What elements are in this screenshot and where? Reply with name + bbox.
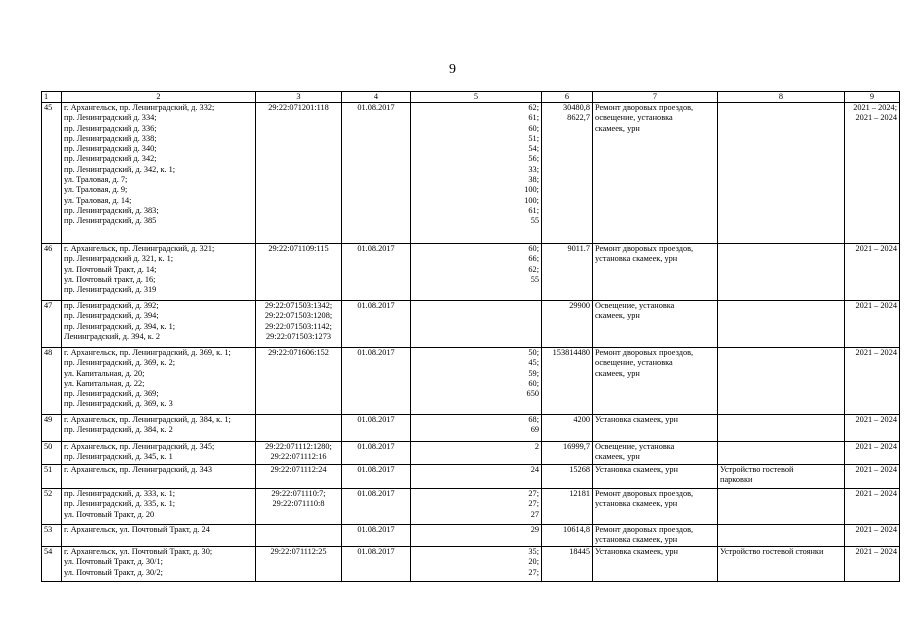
cadastral-number-cell xyxy=(256,547,342,582)
cell-line: 29:22:071112:1280; xyxy=(265,442,332,451)
works-cell xyxy=(593,348,718,415)
additional-works-cell xyxy=(718,415,845,442)
cell-line: 29:22:071112:24 xyxy=(270,465,327,474)
percent-cell xyxy=(411,103,542,244)
cell-line: 2021 – 2024; xyxy=(853,103,897,112)
period-cell xyxy=(845,442,900,465)
cadastral-number-cell xyxy=(256,415,342,442)
cell-line: ул. Капитальная, д. 22; xyxy=(64,378,145,388)
address-cell xyxy=(62,244,256,301)
cell-line: 29:22:071503:1142; xyxy=(265,321,332,331)
cell-line: скамеек, урн xyxy=(595,311,640,321)
row-number: 49 xyxy=(42,415,62,442)
cell-line: ул. Траловая, д. 9; xyxy=(64,185,128,195)
works-cell xyxy=(593,301,718,348)
cell-line: пр. Ленинградский, д. 383; xyxy=(64,205,159,215)
percent-cell xyxy=(411,348,542,415)
cell-line: 24 xyxy=(530,465,539,474)
cell-line: 18445 xyxy=(569,547,590,556)
cell-line: Устройство гостевой стоянки xyxy=(720,547,824,556)
cell-line: ул. Почтовый Тракт, д. 30/2; xyxy=(64,567,163,577)
cell-line: 27; xyxy=(528,499,539,509)
header-cell: 1 xyxy=(42,92,62,103)
cell-line: освещение, установка xyxy=(595,358,673,368)
works-cell xyxy=(593,415,718,442)
cell-line: 29:22:071110:8 xyxy=(272,499,325,509)
cell-line: пр. Ленинградский д. 334; xyxy=(64,113,157,123)
amount-cell xyxy=(542,525,593,547)
date-cell: 01.08.2017 xyxy=(342,415,411,442)
cell-line: пр. Ленинградский д. 321, к. 1; xyxy=(64,254,174,264)
cell-line: ул. Почтовый Тракт, д. 14; xyxy=(64,264,157,274)
cell-line: 35; xyxy=(528,547,539,556)
cell-line: 2 xyxy=(534,442,539,451)
cell-line: г. Архангельск, ул. Почтовый Тракт, д. 24 xyxy=(64,525,210,534)
table-row xyxy=(42,348,900,415)
cell-line: г. Архангельск, пр. Ленинградский, д. 343 xyxy=(64,465,213,474)
works-cell xyxy=(593,525,718,547)
cell-line: Установка скамеек, урн xyxy=(595,415,678,424)
cadastral-number-cell xyxy=(256,301,342,348)
cell-line: ул. Почтовый Тракт, д. 20 xyxy=(64,509,155,519)
amount-cell xyxy=(542,244,593,301)
cell-line: 62; xyxy=(528,103,539,112)
cell-line: 9011.7 xyxy=(567,244,590,253)
period-cell xyxy=(845,103,900,244)
cell-line: Ремонт дворовых проездов, xyxy=(595,103,694,112)
date-cell: 01.08.2017 xyxy=(342,301,411,348)
period-cell xyxy=(845,489,900,525)
row-number: 50 xyxy=(42,442,62,465)
cell-line: 15268 xyxy=(569,465,590,474)
date-cell: 01.08.2017 xyxy=(342,489,411,525)
header-cell: 4 xyxy=(342,92,411,103)
percent-cell xyxy=(411,301,542,348)
additional-works-cell xyxy=(718,442,845,465)
table-row xyxy=(42,525,900,547)
cell-line: пр. Ленинградский, д. 394, к. 1; xyxy=(64,321,176,331)
cell-line: Освещение, установка xyxy=(595,442,675,451)
cell-line: г. Архангельск, пр. Ленинградский, д. 332; xyxy=(64,103,215,112)
cell-line: освещение, установка xyxy=(595,113,673,123)
works-cell xyxy=(593,547,718,582)
cell-line: скамеек, урн xyxy=(595,123,640,133)
cell-line: Освещение, установка xyxy=(595,301,675,310)
cell-line: пр. Ленинградский, д. 319 xyxy=(64,285,157,295)
additional-works-cell xyxy=(718,465,845,489)
cell-line: ул. Почтовый тракт, д. 16; xyxy=(64,274,156,284)
cell-line: 2021 – 2024 xyxy=(855,525,897,534)
cell-line: пр. Ленинградский, д. 342, к. 1; xyxy=(64,164,176,174)
cell-line: ул. Капитальная, д. 20; xyxy=(64,368,145,378)
cadastral-number-cell xyxy=(256,442,342,465)
row-number: 45 xyxy=(42,103,62,244)
cell-line: 27; xyxy=(528,489,539,498)
table-row xyxy=(42,489,900,525)
row-number: 47 xyxy=(42,301,62,348)
cell-line: 27; xyxy=(528,567,539,577)
date-cell: 01.08.2017 xyxy=(342,244,411,301)
cell-line: Ремонт дворовых проездов, xyxy=(595,244,694,253)
amount-cell xyxy=(542,415,593,442)
cell-line: 29:22:071503:1342; xyxy=(264,301,333,310)
cell-line: установка скамеек, урн xyxy=(595,254,678,264)
cell-line: пр. Ленинградский, д. 333, к. 1; xyxy=(64,489,176,498)
header-cell: 9 xyxy=(845,92,900,103)
cell-line: скамеек, урн xyxy=(595,368,640,378)
period-cell xyxy=(845,547,900,582)
cell-line: 4200 xyxy=(573,415,590,424)
cadastral-number-cell xyxy=(256,465,342,489)
cadastral-number-cell xyxy=(256,525,342,547)
cell-line: пр. Ленинградский д. 342; xyxy=(64,154,157,164)
cell-line: установка скамеек, урн xyxy=(595,535,678,545)
address-cell xyxy=(62,547,256,582)
cell-line: г. Архангельск, пр. Ленинградский, д. 345; xyxy=(64,442,215,451)
cadastral-number-cell xyxy=(256,348,342,415)
header-cell: 8 xyxy=(718,92,845,103)
amount-cell xyxy=(542,489,593,525)
cell-line: 29:22:071109:115 xyxy=(268,244,329,253)
cell-line: 56; xyxy=(528,154,539,164)
address-cell xyxy=(62,525,256,547)
period-cell xyxy=(845,348,900,415)
cell-line: пр. Ленинградский, д. 384, к. 2 xyxy=(64,425,173,435)
additional-works-cell xyxy=(718,489,845,525)
percent-cell xyxy=(411,525,542,547)
period-cell xyxy=(845,301,900,348)
amount-cell xyxy=(542,301,593,348)
row-number: 52 xyxy=(42,489,62,525)
address-cell xyxy=(62,103,256,244)
table-row xyxy=(42,547,900,582)
cell-line: 29:22:071112:16 xyxy=(270,452,327,462)
cell-line: 2021 – 2024 xyxy=(855,348,897,357)
amount-cell xyxy=(542,547,593,582)
percent-cell xyxy=(411,442,542,465)
cell-line: Ремонт дворовых проездов, xyxy=(595,489,694,498)
cell-line: пр. Ленинградский д. 336; xyxy=(64,123,157,133)
cell-line: пр. Ленинградский, д. 369, к. 2; xyxy=(64,358,176,368)
cell-line: 33; xyxy=(528,164,539,174)
row-number: 51 xyxy=(42,465,62,489)
cell-line: 2021 – 2024 xyxy=(855,489,897,498)
header-row xyxy=(42,92,900,103)
cell-line: Ленинградский, д. 394, к. 2 xyxy=(64,331,161,341)
cell-line: 2021 – 2024 xyxy=(855,465,897,474)
cell-line: пр. Ленинградский, д. 345, к. 1 xyxy=(64,452,173,462)
date-cell: 01.08.2017 xyxy=(342,442,411,465)
table-row xyxy=(42,415,900,442)
address-cell xyxy=(62,489,256,525)
cell-line: ул. Траловая, д. 14; xyxy=(64,195,132,205)
cell-line: 153814480 xyxy=(552,348,590,357)
cell-line: 100; xyxy=(524,185,539,195)
cell-line: 20; xyxy=(528,557,539,567)
data-table xyxy=(41,91,900,582)
period-cell xyxy=(845,465,900,489)
cell-line: Ремонт дворовых проездов, xyxy=(595,348,694,357)
cell-line: 30480,8 xyxy=(563,103,590,112)
header-cell: 5 xyxy=(411,92,542,103)
cadastral-number-cell xyxy=(256,103,342,244)
cell-line: 54; xyxy=(528,144,539,154)
additional-works-cell xyxy=(718,244,845,301)
row-number: 54 xyxy=(42,547,62,582)
cell-line: 12181 xyxy=(569,489,590,498)
works-cell xyxy=(593,465,718,489)
table-row xyxy=(42,103,900,244)
cell-line: 38; xyxy=(528,175,539,185)
cell-line: 29:22:071503:1208; xyxy=(264,311,333,321)
cell-line: 68; xyxy=(528,415,539,424)
cell-line: 29:22:071112:25 xyxy=(270,547,327,556)
row-number: 46 xyxy=(42,244,62,301)
cell-line: Устройство гостевой xyxy=(720,465,794,474)
cell-line: 60; xyxy=(528,378,539,388)
table-row xyxy=(42,301,900,348)
percent-cell xyxy=(411,547,542,582)
page-number: 9 xyxy=(449,62,456,77)
percent-cell xyxy=(411,465,542,489)
address-cell xyxy=(62,301,256,348)
table-row xyxy=(42,244,900,301)
period-cell xyxy=(845,244,900,301)
cell-line: 29900 xyxy=(569,301,590,310)
cell-line: 60; xyxy=(528,244,539,253)
cadastral-number-cell xyxy=(256,244,342,301)
cell-line: 45; xyxy=(528,358,539,368)
cell-line: г. Архангельск, пр. Ленинградский, д. 384, к. 1; xyxy=(64,415,231,424)
date-cell: 01.08.2017 xyxy=(342,348,411,415)
cell-line: 66; xyxy=(528,254,539,264)
additional-works-cell xyxy=(718,301,845,348)
cell-line: Ремонт дворовых проездов, xyxy=(595,525,694,534)
cell-line: 29:22:071606:152 xyxy=(268,348,329,357)
cell-line: ул. Траловая, д. 7; xyxy=(64,175,128,185)
cell-line: установка скамеек, урн xyxy=(595,499,678,509)
period-cell xyxy=(845,415,900,442)
additional-works-cell xyxy=(718,103,845,244)
cell-line: пр. Ленинградский, д. 369, к. 3 xyxy=(64,399,173,409)
address-cell xyxy=(62,465,256,489)
works-cell xyxy=(593,442,718,465)
cell-line: г. Архангельск, ул. Почтовый Тракт, д. 30; xyxy=(64,547,213,556)
header-cell: 7 xyxy=(593,92,718,103)
cell-line: 55 xyxy=(530,274,539,284)
cell-line: 100; xyxy=(524,195,539,205)
cell-line: пр. Ленинградский, д. 369; xyxy=(64,389,159,399)
cell-line: 8622,7 xyxy=(567,113,590,123)
cadastral-number-cell xyxy=(256,489,342,525)
cell-line: 29 xyxy=(530,525,539,534)
percent-cell xyxy=(411,415,542,442)
date-cell: 01.08.2017 xyxy=(342,525,411,547)
amount-cell xyxy=(542,348,593,415)
percent-cell xyxy=(411,244,542,301)
cell-line: 51; xyxy=(528,133,539,143)
cell-line: Установка скамеек, урн xyxy=(595,465,678,474)
row-number: 48 xyxy=(42,348,62,415)
date-cell: 01.08.2017 xyxy=(342,103,411,244)
cell-line: 29:22:071110:7; xyxy=(271,489,326,498)
header-cell: 3 xyxy=(256,92,342,103)
cell-line: 62; xyxy=(528,264,539,274)
cell-line: пр. Ленинградский, д. 385 xyxy=(64,216,157,226)
date-cell: 01.08.2017 xyxy=(342,547,411,582)
amount-cell xyxy=(542,465,593,489)
cell-line: 2021 – 2024 xyxy=(855,547,897,556)
cell-line: 61; xyxy=(528,205,539,215)
cell-line: Установка скамеек, урн xyxy=(595,547,678,556)
cell-line: 69 xyxy=(530,425,539,435)
cell-line: пр. Ленинградский д. 338; xyxy=(64,133,157,143)
cell-line: 2021 – 2024 xyxy=(855,442,897,451)
percent-cell xyxy=(411,489,542,525)
cell-line: 61; xyxy=(528,113,539,123)
amount-cell xyxy=(542,442,593,465)
cell-line: 16999,7 xyxy=(563,442,590,451)
address-cell xyxy=(62,442,256,465)
cell-line: парковки xyxy=(720,475,753,485)
cell-line: скамеек, урн xyxy=(595,452,640,462)
additional-works-cell xyxy=(718,547,845,582)
works-cell xyxy=(593,489,718,525)
cell-line: пр. Ленинградский, д. 392; xyxy=(64,301,159,310)
cell-line: 10614,8 xyxy=(563,525,590,534)
cell-line: 59; xyxy=(528,368,539,378)
cell-line: 27 xyxy=(530,509,539,519)
address-cell xyxy=(62,415,256,442)
cell-line: г. Архангельск, пр. Ленинградский, д. 369, к. 1; xyxy=(64,348,231,357)
cell-line: 55 xyxy=(530,216,539,226)
cell-line: пр. Ленинградский, д. 394; xyxy=(64,311,159,321)
period-cell xyxy=(845,525,900,547)
works-cell xyxy=(593,103,718,244)
header-cell: 2 xyxy=(62,92,256,103)
cell-line: 2021 – 2024 xyxy=(855,244,897,253)
address-cell xyxy=(62,348,256,415)
table-row xyxy=(42,465,900,489)
additional-works-cell xyxy=(718,348,845,415)
cell-line: 2021 – 2024 xyxy=(855,415,897,424)
additional-works-cell xyxy=(718,525,845,547)
row-number: 53 xyxy=(42,525,62,547)
header-cell: 6 xyxy=(542,92,593,103)
cell-line: 29:22:071503:1273 xyxy=(266,331,331,341)
works-cell xyxy=(593,244,718,301)
cell-line: 2021 – 2024 xyxy=(855,301,897,310)
table-row xyxy=(42,442,900,465)
amount-cell xyxy=(542,103,593,244)
cell-line: пр. Ленинградский д. 340; xyxy=(64,144,157,154)
cell-line: пр. Ленинградский, д. 335, к. 1; xyxy=(64,499,176,509)
cell-line: 50; xyxy=(528,348,539,357)
cell-line: ул. Почтовый Тракт, д. 30/1; xyxy=(64,557,163,567)
cell-line: 650 xyxy=(526,389,539,399)
cell-line: 60; xyxy=(528,123,539,133)
date-cell: 01.08.2017 xyxy=(342,465,411,489)
cell-line: г. Архангельск, пр. Ленинградский, д. 321; xyxy=(64,244,215,253)
cell-line: 29:22:071201:118 xyxy=(268,103,329,112)
cell-line: 2021 – 2024 xyxy=(855,113,897,123)
